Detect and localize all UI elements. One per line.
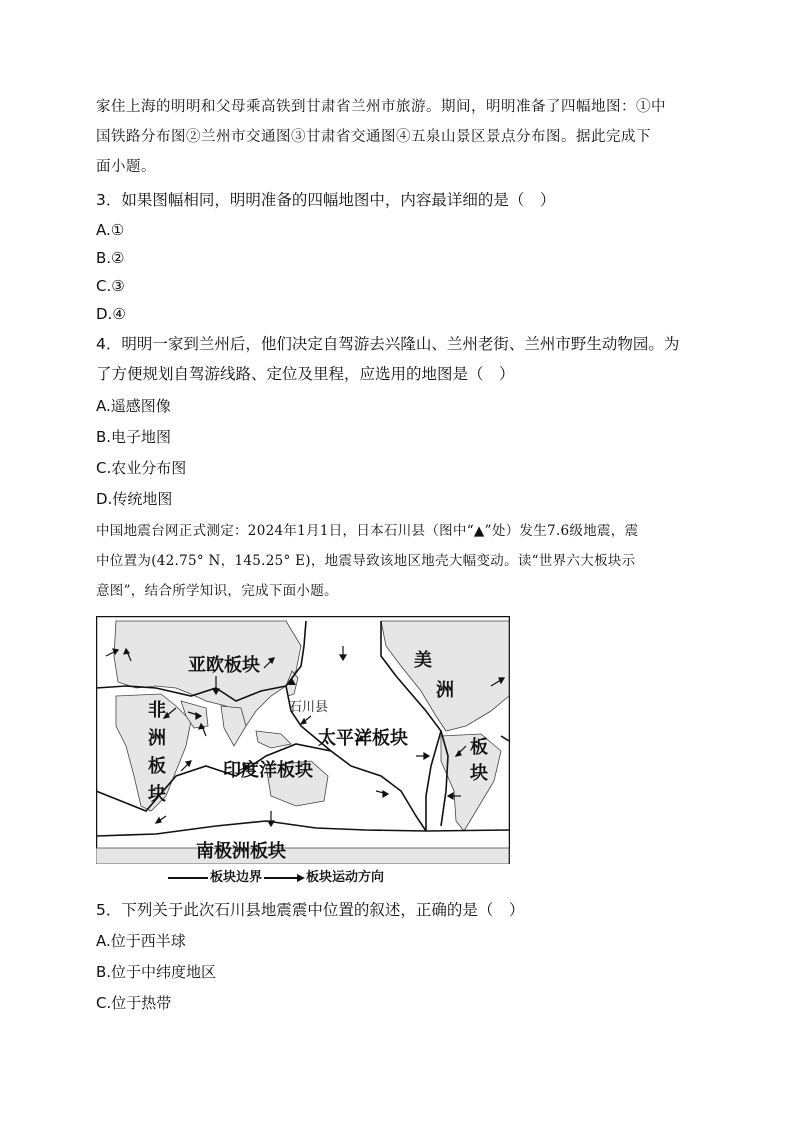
question-5-option-a[interactable]: A.位于西半球 [96, 932, 186, 950]
label-african-plate-4: 块 [148, 784, 166, 805]
passage-line: 中位置为(42.75° N，145.25° E)，地震导致该地区地壳大幅变动。读“世界六大板块示 [96, 553, 636, 569]
question-4-option-b[interactable]: B.电子地图 [96, 428, 172, 446]
label-american-plate-4: 块 [470, 763, 488, 784]
label-african-plate-3: 板 [148, 756, 166, 777]
passage-line: 中国地震台网正式测定：2024年1月1日，日本石川县（图中“▲”处）发生7.6级地震，震 [96, 523, 639, 539]
question-4-stem-line2: 了方便规划自驾游线路、定位及里程，应选用的地图是（ ） [96, 365, 515, 383]
question-3-option-d[interactable]: D.④ [96, 305, 126, 323]
question-4-option-d[interactable]: D.传统地图 [96, 490, 173, 508]
question-5-stem: 5．下列关于此次石川县地震震中位置的叙述，正确的是（ ） [96, 901, 525, 919]
boundary-line-icon [168, 877, 208, 879]
passage-line: 面小题。 [96, 159, 156, 175]
question-5-option-c[interactable]: C.位于热带 [96, 994, 172, 1012]
label-african-plate-2: 洲 [148, 728, 166, 749]
question-4-option-c[interactable]: C.农业分布图 [96, 459, 187, 477]
question-3-stem: 3．如果图幅相同，明明准备的四幅地图中，内容最详细的是（ ） [96, 191, 556, 209]
question-3-option-a[interactable]: A.① [96, 221, 125, 239]
passage-travel [96, 92, 706, 182]
motion-arrow-icon [264, 877, 302, 879]
passage-earthquake [96, 516, 706, 606]
passage-line: 意图”，结合所学知识，完成下面小题。 [96, 583, 338, 599]
passage-line: 国铁路分布图②兰州市交通图③甘肃省交通图④五泉山景区景点分布图。据此完成下 [96, 129, 651, 145]
label-american-plate-1: 美 [414, 650, 432, 671]
passage-line: 家住上海的明明和父母乘高铁到甘肃省兰州市旅游。期间，明明准备了四幅地图：①中 [96, 99, 666, 115]
label-pacific-plate: 太平洋板块 [318, 728, 408, 749]
world-plates-map [96, 616, 510, 864]
legend-direction-label: 板块运动方向 [306, 870, 385, 885]
question-4-option-a[interactable]: A.遥感图像 [96, 397, 171, 415]
label-american-plate-3: 板 [470, 737, 488, 758]
label-american-plate-2: 洲 [436, 680, 454, 701]
label-antarctic-plate: 南极洲板块 [196, 841, 286, 862]
label-indian-plate: 印度洋板块 [223, 760, 313, 781]
label-african-plate-1: 非 [148, 700, 166, 721]
legend-boundary-label: 板块边界 [210, 870, 263, 885]
label-eurasian-plate: 亚欧板块 [188, 655, 260, 676]
question-4-stem-line1: 4．明明一家到兰州后，他们决定自驾游去兴隆山、兰州老街、兰州市野生动物园。为 [96, 335, 680, 353]
map-legend [168, 866, 384, 885]
label-ishikawa: 石川县 [289, 700, 329, 715]
question-3-option-c[interactable]: C.③ [96, 277, 125, 295]
question-3-option-b[interactable]: B.② [96, 249, 125, 267]
question-5-option-b[interactable]: B.位于中纬度地区 [96, 963, 217, 981]
